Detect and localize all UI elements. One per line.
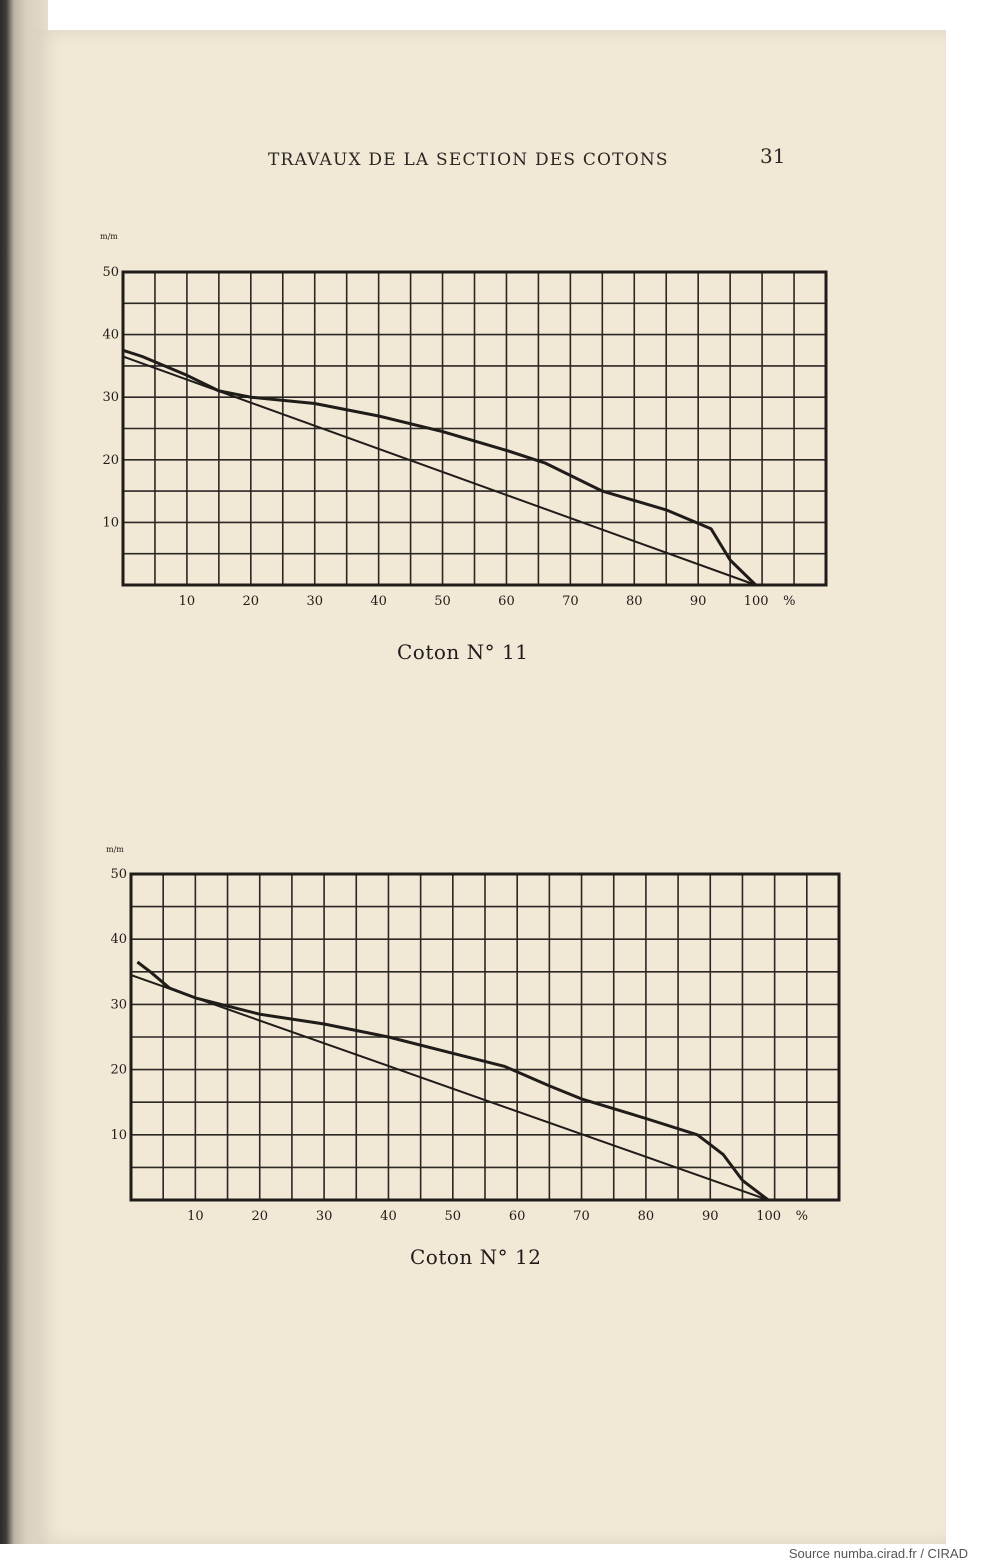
x-tick-label: 60 bbox=[498, 594, 515, 609]
chart-ticks bbox=[110, 867, 808, 1224]
chart-coton-11 bbox=[90, 225, 830, 615]
x-tick-label: 10 bbox=[187, 1209, 204, 1224]
x-tick-label: 80 bbox=[625, 594, 643, 609]
chart-series bbox=[131, 962, 768, 1200]
series-line-straight bbox=[131, 975, 768, 1200]
y-tick-label: 40 bbox=[110, 932, 127, 948]
x-tick-label: 70 bbox=[562, 594, 579, 609]
x-tick-label: 40 bbox=[370, 594, 387, 609]
series-line-straight bbox=[123, 357, 756, 586]
chart-ticks bbox=[102, 265, 795, 609]
y-tick-label: 50 bbox=[110, 867, 127, 882]
x-tick-label: 30 bbox=[306, 594, 324, 609]
x-tick-label: 80 bbox=[637, 1209, 655, 1224]
y-axis-unit: m/m bbox=[106, 845, 124, 854]
x-tick-label: 90 bbox=[701, 1209, 719, 1224]
x-tick-label: 60 bbox=[508, 1209, 526, 1224]
x-axis-unit: % bbox=[783, 594, 796, 609]
chart-grid bbox=[131, 874, 839, 1200]
x-tick-label: 10 bbox=[178, 594, 196, 609]
x-tick-label: 100 bbox=[756, 1209, 782, 1224]
y-tick-label: 40 bbox=[102, 327, 119, 343]
x-tick-label: 40 bbox=[380, 1209, 397, 1224]
x-tick-label: 20 bbox=[251, 1209, 269, 1224]
page-number: 31 bbox=[760, 144, 786, 168]
y-axis-unit: m/m bbox=[100, 232, 118, 241]
chart-caption: Coton N° 11 bbox=[397, 640, 529, 664]
x-tick-label: 50 bbox=[444, 1209, 462, 1224]
y-tick-label: 30 bbox=[110, 997, 127, 1013]
y-tick-label: 10 bbox=[110, 1127, 127, 1143]
x-tick-label: 100 bbox=[743, 594, 769, 609]
chart-grid bbox=[123, 272, 826, 585]
x-axis-unit: % bbox=[795, 1209, 808, 1224]
y-tick-label: 20 bbox=[110, 1062, 127, 1078]
x-tick-label: 70 bbox=[573, 1209, 590, 1224]
y-tick-label: 50 bbox=[102, 265, 119, 280]
y-tick-label: 30 bbox=[102, 390, 119, 406]
chart-series bbox=[123, 350, 756, 585]
running-head: TRAVAUX DE LA SECTION DES COTONS bbox=[268, 150, 669, 170]
y-tick-label: 10 bbox=[102, 515, 119, 531]
x-tick-label: 30 bbox=[315, 1209, 333, 1224]
y-tick-label: 20 bbox=[102, 452, 119, 468]
x-tick-label: 20 bbox=[242, 594, 260, 609]
footer-bar bbox=[0, 1544, 982, 1566]
x-tick-label: 90 bbox=[689, 594, 707, 609]
chart-coton-12 bbox=[98, 840, 838, 1230]
source-credit: Source numba.cirad.fr / CIRAD bbox=[788, 1546, 968, 1561]
x-tick-label: 50 bbox=[434, 594, 451, 609]
chart-caption: Coton N° 12 bbox=[410, 1245, 542, 1269]
